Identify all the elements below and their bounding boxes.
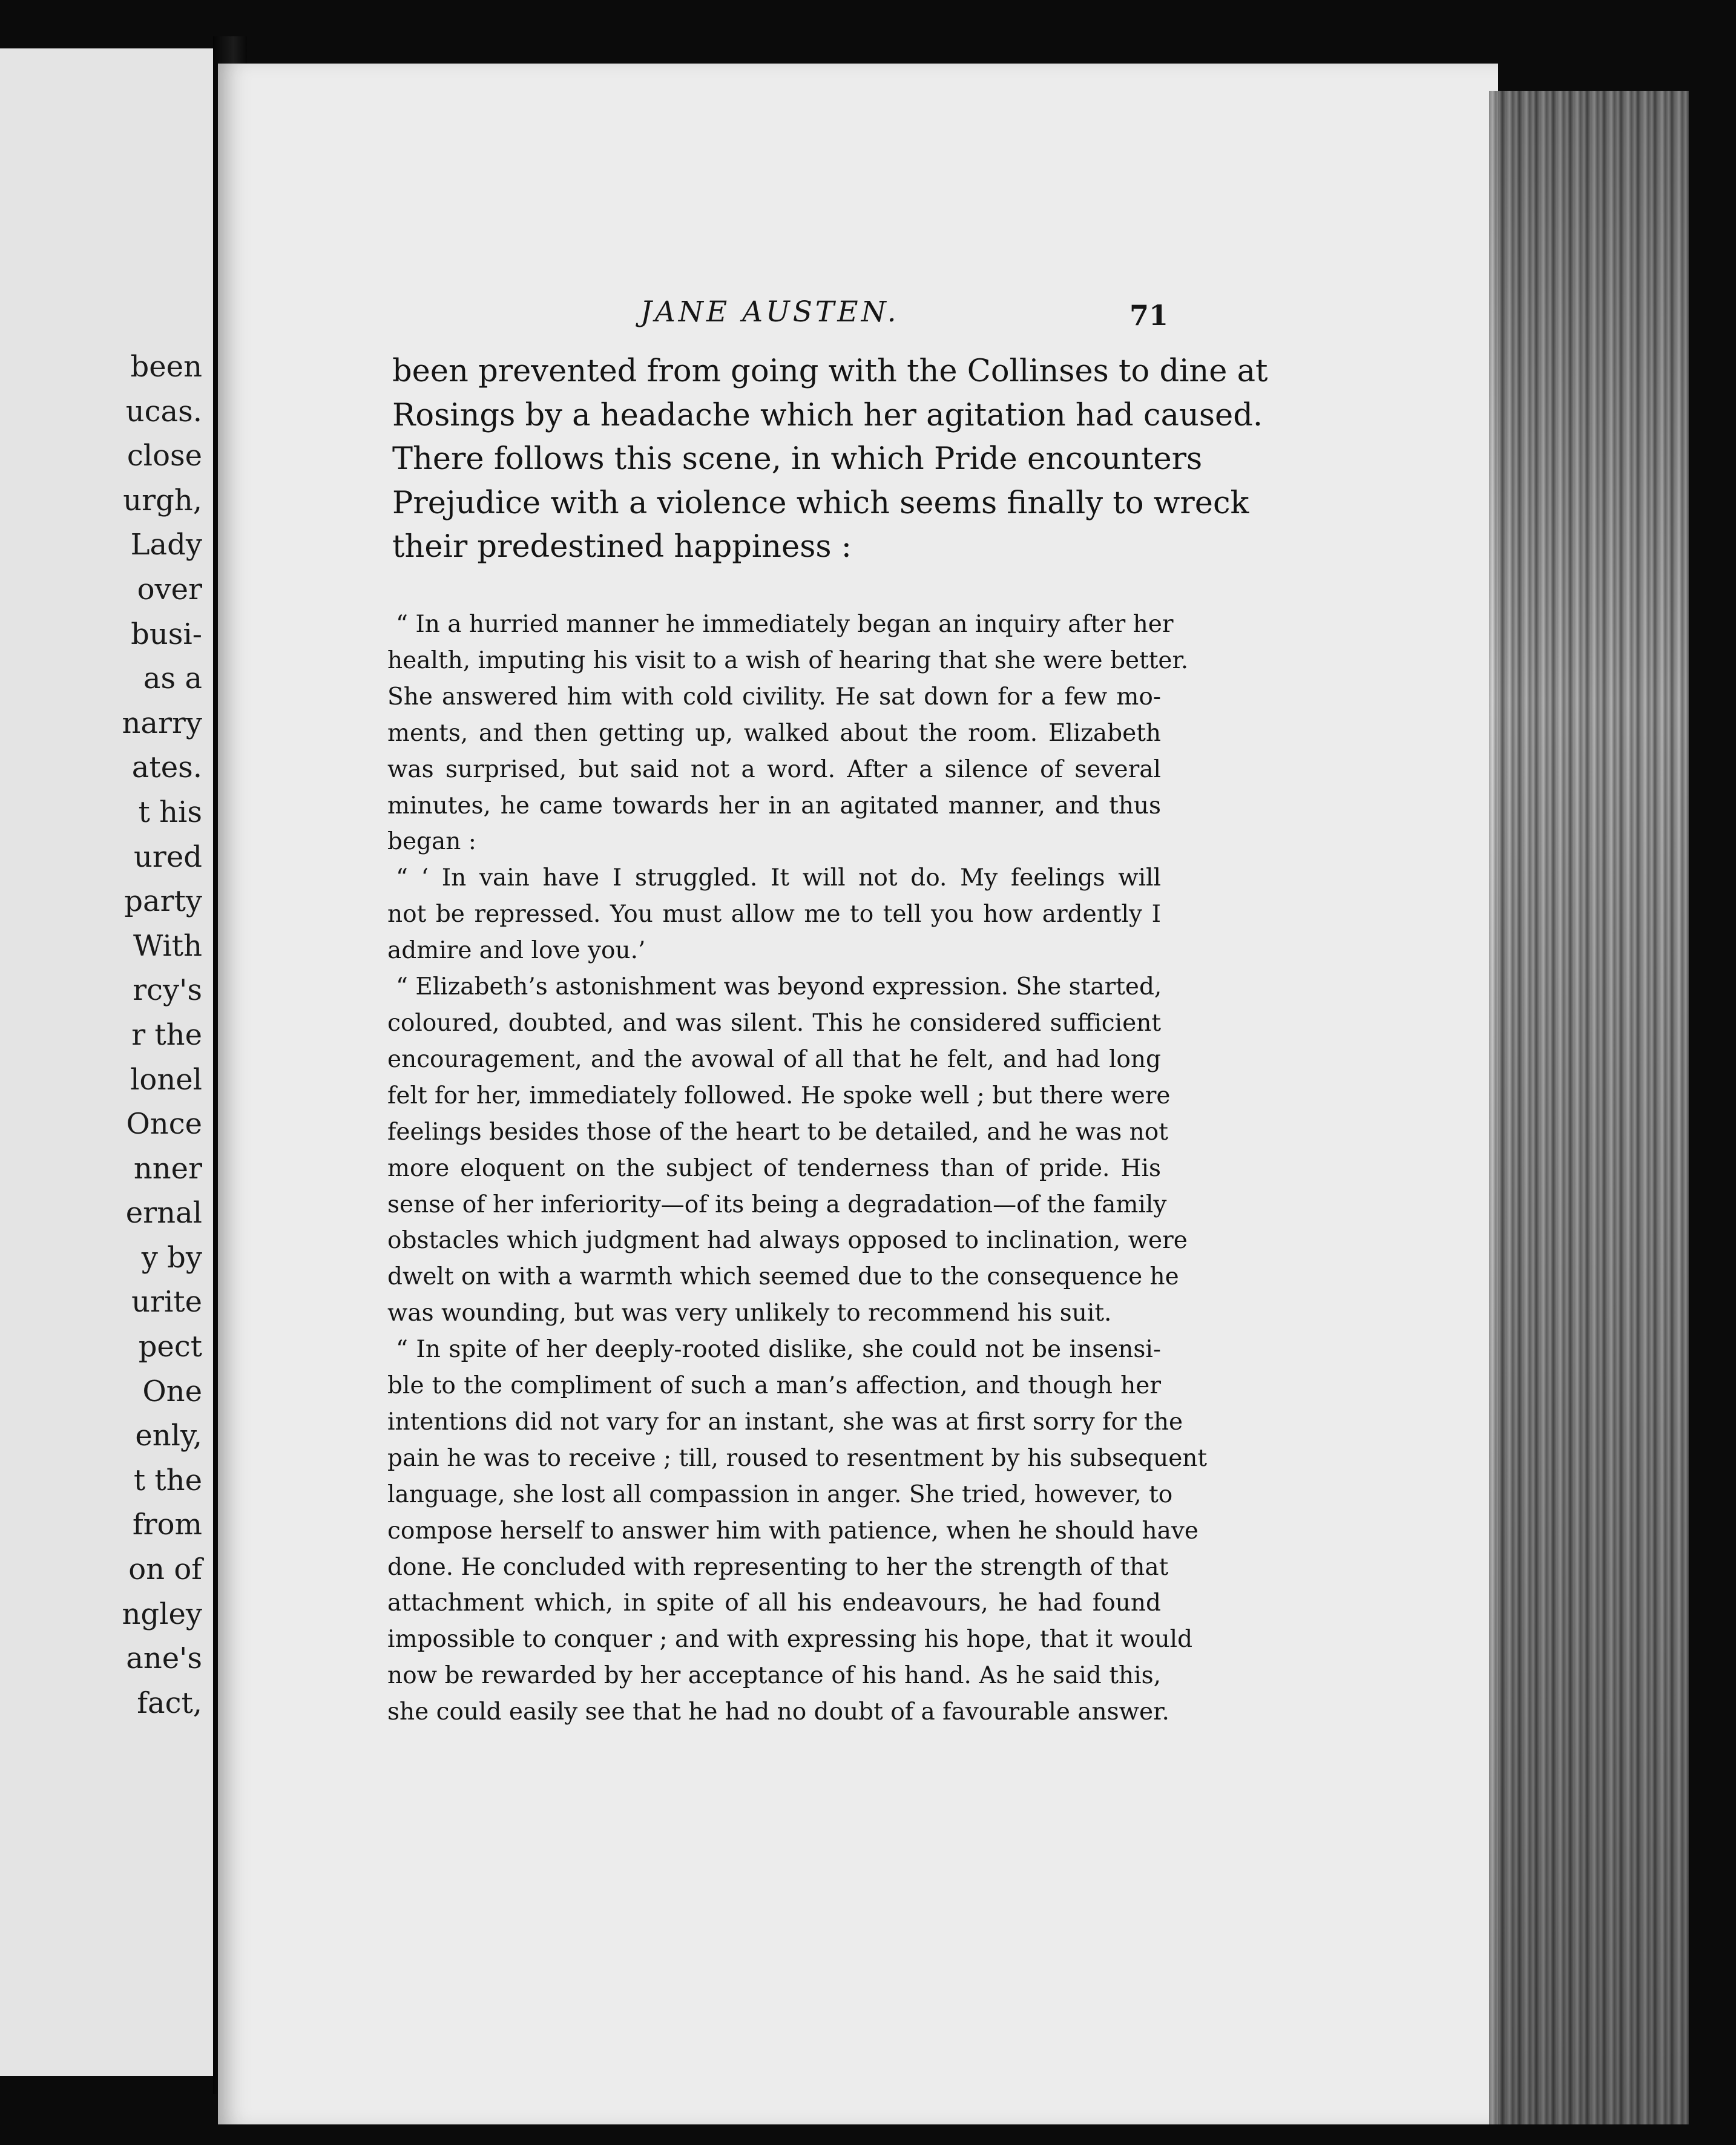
quote-line: pain he was to receive ; till, roused to resentment by his subsequent <box>387 1444 1208 1472</box>
page-number: 71 <box>1129 299 1169 332</box>
quote-line: ments, and then getting up, walked about the room. Elizabeth <box>387 719 1161 747</box>
facing-page-line: enly, <box>135 1419 202 1453</box>
facing-page-line: y by <box>141 1240 202 1275</box>
quote-paragraph <box>387 606 1189 860</box>
quote-line: dwelt on with a warmth which seemed due to the consequence he <box>387 1263 1179 1291</box>
facing-page-line: pect <box>138 1330 202 1364</box>
quote-line: impossible to conquer ; and with expressing his hope, that it would <box>387 1626 1193 1654</box>
quote-line: was surprised, but said not a word. After a silence of several <box>387 755 1161 783</box>
quote-line: was wounding, but was very unlikely to recommend his suit. <box>387 1299 1112 1327</box>
intro-line: Prejudice with a violence which seems finally to wreck <box>392 485 1249 521</box>
facing-page-line: as a <box>143 662 202 696</box>
quote-line: obstacles which judgment had always opposed to inclination, were <box>387 1227 1188 1255</box>
facing-page-line: urite <box>131 1285 202 1319</box>
facing-page-line: With <box>133 928 202 963</box>
intro-line: There follows this scene, in which Pride encounters <box>392 441 1203 478</box>
facing-page-text-fragments <box>122 345 202 1726</box>
facing-page-line: on of <box>128 1552 202 1587</box>
facing-page-line: fact, <box>137 1686 202 1720</box>
quote-line: began : <box>387 828 476 856</box>
intro-line: their predestined happiness : <box>392 529 852 565</box>
facing-page-line: been <box>130 350 202 384</box>
facing-page-line: party <box>124 884 202 919</box>
facing-page-line: ane's <box>126 1641 202 1676</box>
facing-page-line: ates. <box>131 751 202 785</box>
quote-line: admire and love you.’ <box>387 937 646 965</box>
intro-line: been prevented from going with the Collinses to dine at <box>392 353 1268 389</box>
quote-line: intentions did not vary for an instant, she was at first sorry for the <box>387 1408 1183 1436</box>
quote-line: ble to the compliment of such a man’s affection, and though her <box>387 1372 1161 1400</box>
quote-line: now be rewarded by her acceptance of his hand. As he said this, <box>387 1662 1161 1690</box>
quote-line: feelings besides those of the heart to be detailed, and he was not <box>387 1118 1168 1146</box>
facing-page-line: ured <box>134 839 202 874</box>
intro-line: Rosings by a headache which her agitation had caused. <box>392 397 1263 433</box>
facing-page-line: r the <box>131 1017 202 1052</box>
facing-page-line: Once <box>126 1107 202 1141</box>
quote-line: “ Elizabeth’s astonishment was beyond expression. She started, <box>396 973 1162 1001</box>
quote-line: minutes, he came towards her in an agitated manner, and thus <box>387 792 1161 820</box>
quote-line: more eloquent on the subject of tenderness than of pride. His <box>387 1154 1161 1182</box>
page-stack-edge <box>1489 91 1689 2124</box>
quote-line: done. He concluded with representing to her the strength of that <box>387 1553 1169 1581</box>
facing-page-line: ernal <box>125 1196 202 1230</box>
quote-line: “ ‘ In vain have I struggled. It will not do. My feelings will <box>396 864 1161 892</box>
quote-line: sense of her inferiority—of its being a degradation—of the family <box>387 1191 1167 1218</box>
intro-paragraph <box>392 350 1268 570</box>
quote-paragraph <box>387 1332 1208 1730</box>
facing-page-line: close <box>127 439 202 473</box>
running-head: JANE AUSTEN. <box>640 295 899 329</box>
facing-page-line: One <box>142 1374 202 1408</box>
facing-page-line: t the <box>133 1463 202 1497</box>
facing-page-line: urgh, <box>123 483 202 517</box>
quote-paragraph <box>387 860 1161 969</box>
facing-page-left <box>0 48 217 2076</box>
facing-page-line: over <box>137 572 202 606</box>
quote-line: she could easily see that he had no doubt of a favourable answer. <box>387 1698 1169 1726</box>
quote-line: “ In a hurried manner he immediately began an inquiry after her <box>396 611 1174 638</box>
facing-page-line: Lady <box>130 528 202 562</box>
facing-page-line: from <box>132 1508 202 1542</box>
quote-line: health, imputing his visit to a wish of hearing that she were better. <box>387 646 1189 674</box>
quote-line: language, she lost all compassion in anger. She tried, however, to <box>387 1480 1173 1508</box>
block-quotation <box>387 606 1208 1730</box>
facing-page-line: ngley <box>122 1597 202 1631</box>
quote-line: not be repressed. You must allow me to tell you how ardently I <box>387 901 1161 928</box>
quote-paragraph <box>387 969 1188 1332</box>
facing-page-line: nner <box>133 1151 202 1186</box>
quote-line: “ In spite of her deeply-rooted dislike, she could not be insensi- <box>396 1336 1161 1364</box>
quote-line: compose herself to answer him with patience, when he should have <box>387 1517 1198 1545</box>
facing-page-line: narry <box>122 706 202 740</box>
facing-page-line: rcy's <box>133 973 202 1008</box>
quote-line: felt for her, immediately followed. He spoke well ; but there were <box>387 1082 1171 1109</box>
quote-line: She answered him with cold civility. He sat down for a few mo- <box>387 683 1161 711</box>
facing-page-line: ucas. <box>125 394 202 429</box>
facing-page-line: t his <box>138 795 202 829</box>
quote-line: coloured, doubted, and was silent. This he considered sufficient <box>387 1009 1161 1037</box>
quote-line: encouragement, and the avowal of all that he felt, and had long <box>387 1045 1161 1073</box>
facing-page-line: lonel <box>130 1062 202 1097</box>
facing-page-line: busi- <box>131 617 202 651</box>
quote-line: attachment which, in spite of all his endeavours, he had found <box>387 1589 1161 1617</box>
